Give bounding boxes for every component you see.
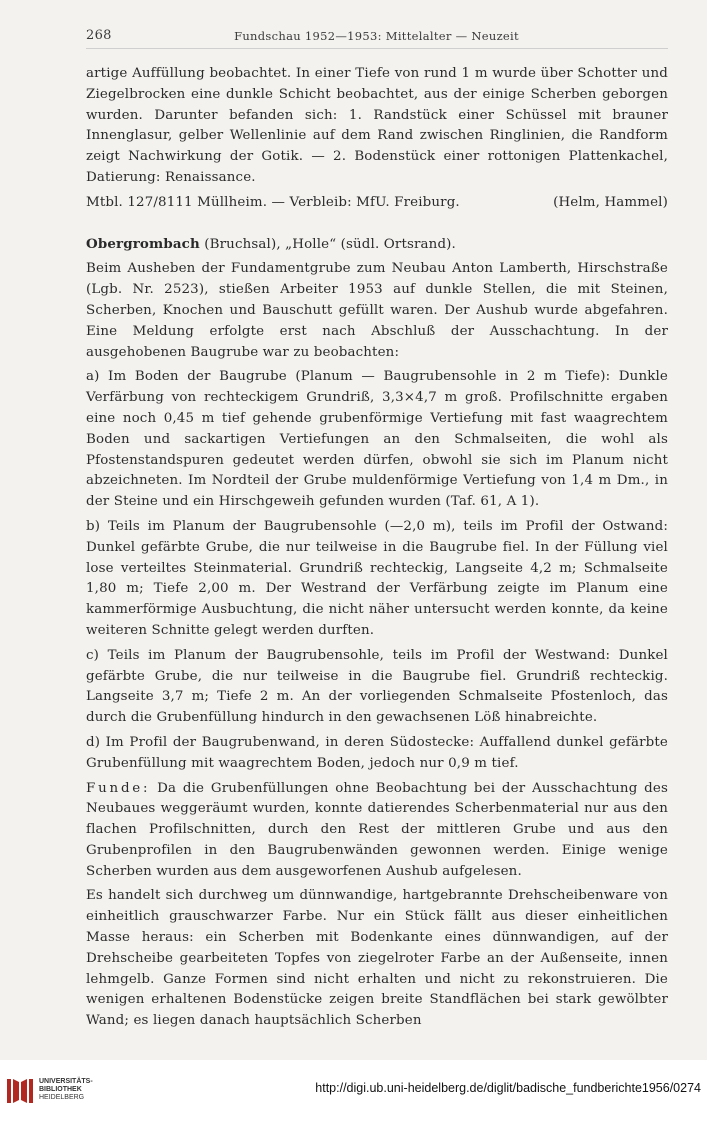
authors: (Helm, Hammel) bbox=[553, 194, 668, 210]
funde-label: Funde: bbox=[86, 780, 151, 796]
funde-text: Da die Grubenfüllungen ohne Beobachtung bei der Ausschachtung des Neubaues weggeräumt wurden, konnte datierendes Scherbenmaterial nur aus den flachen Profilschnitten, durch den Rest der mittleren Grube und aus den Grubenprofilen in den Baugrubenwänden gewonnen werden. Einige wenige Scherben wurden aus dem ausgeworfenen Aushub aufgelesen. bbox=[86, 780, 668, 879]
site-heading bbox=[86, 234, 668, 256]
library-logo-icon[interactable] bbox=[5, 1076, 35, 1106]
paragraph-intro: Beim Ausheben der Fundamentgrube zum Neubau Anton Lamberth, Hirschstraße (Lgb. Nr. 2523), stießen Arbeiter 1953 auf dunkle Stellen, die mit Steinen, Scherben, Knochen und Bauschutt gefüllt waren. Der Aushub wurde abgefahren. Eine Meldung erfolgte erst nach Abschluß der Ausschachtung. In der ausgehobenen Baugrube war zu beobachten: bbox=[86, 261, 668, 360]
page-body bbox=[86, 64, 668, 1036]
site-name: Obergrombach bbox=[86, 235, 200, 252]
paragraph-b: b) Teils im Planum der Baugrubensohle (—2,0 m), teils im Profil der Ostwand: Dunkel gefärbte Grube, die nur teilweise in die Baugrube fiel. In der Füllung viel lose verteiltes Steinmaterial. Grundriß rechteckig, Langseite 4,2 m; Schmalseite 1,80 m; Tiefe 2,00 m. Der Westrand der Verfärbung zeigte im Planum eine kammerförmige Ausbuchtung, die nicht näher untersucht werden konnte, da keine weiteren Schnitte gelegt werden durften. bbox=[86, 518, 668, 638]
reference-line bbox=[86, 193, 668, 214]
library-line-1: UNIVERSITÄTS- bbox=[39, 1078, 93, 1085]
paragraph-a: a) Im Boden der Baugrube (Planum — Baugrubensohle in 2 m Tiefe): Dunkle Verfärbung von rechteckigem Grundriß, 3,3×4,7 m groß. Profilschnitte ergaben eine noch 0,45 m tief gehende grubenförmige Vertiefung mit fast waagrechtem Boden und sackartigen Vertiefungen an den Schmalseiten, die wohl als Pfostenstandspuren gedeutet werden dürfen, obwohl sie sich im Planum nicht abzeichneten. Im Nordteil der Grube muldenförmige Vertiefung von 1,4 m Dm., in der Steine und ein Hirschgeweih gefunden wurden (Taf. 61, A 1). bbox=[86, 369, 668, 510]
viewer-footer bbox=[0, 1060, 707, 1121]
page-number: 268 bbox=[86, 28, 112, 43]
paragraph-d: d) Im Profil der Baugrubenwand, in deren Südostecke: Auffallend dunkel gefärbte Grubenfüllung mit waagrechtem Boden, jedoch nur 0,9 m tief. bbox=[86, 734, 668, 771]
library-name[interactable] bbox=[39, 1078, 93, 1102]
map-reference: Mtbl. 127/8111 Müllheim. — Verbleib: MfU. Freiburg. bbox=[86, 194, 460, 210]
paragraph-funde bbox=[86, 779, 668, 883]
library-line-3: HEIDELBERG bbox=[39, 1094, 85, 1101]
paragraph-ceramics: Es handelt sich durchweg um dünnwandige, hartgebrannte Drehscheibenware von einheitlich grauschwarzer Farbe. Nur ein Stück fällt aus dieser einheitlichen Masse heraus: ein Scherben mit Bodenkante eines dünnwandigen, auf der Drehscheibe gearbeiteten Topfes von ziegelroter Farbe an der Außenseite, innen lehmgelb. Ganze Formen sind nicht erhalten und nicht zu rekonstruieren. Die wenigen erhaltenen Bodenstücke zeigen breite Standflächen bei stark gewölbter Wand; es liegen danach hauptsächlich Scherben bbox=[86, 888, 668, 1029]
library-line-2: BIBLIOTHEK bbox=[39, 1086, 82, 1093]
paragraph-c: c) Teils im Planum der Baugrubensohle, teils im Profil der Westwand: Dunkel gefärbte Grube, die nur teilweise in die Baugrube fiel. Grundriß rechteckig. Langseite 3,7 m; Tiefe 2 m. An der vorliegenden Schmalseite Pfostenloch, das durch die Grubenfüllung hindurch in den gewachsenen Löß hinabreichte. bbox=[86, 647, 668, 726]
source-url-link[interactable]: http://digi.ub.uni-heidelberg.de/diglit/badische_fundberichte1956/0274 bbox=[315, 1081, 701, 1095]
paragraph-continuation: artige Auffüllung beobachtet. In einer Tiefe von rund 1 m wurde über Schotter und Ziegelbrocken eine dunkle Schicht beobachtet, aus der einige Scherben geborgen wurden. Darunter befanden sich: 1. Randstück einer Schüssel mit brauner Innenglasur, gelber Wellenlinie auf dem Rand zwischen Ringlinien, die Randform zeigt Nachwirkung der Gotik. — 2. Bodenstück einer rottonigen Plattenkachel, Datierung: Renaissance. bbox=[86, 66, 668, 185]
header-rule bbox=[86, 48, 668, 49]
site-description: (Bruchsal), „Holle“ (südl. Ortsrand). bbox=[199, 236, 456, 252]
running-title: Fundschau 1952—1953: Mittelalter — Neuzeit bbox=[234, 29, 519, 43]
